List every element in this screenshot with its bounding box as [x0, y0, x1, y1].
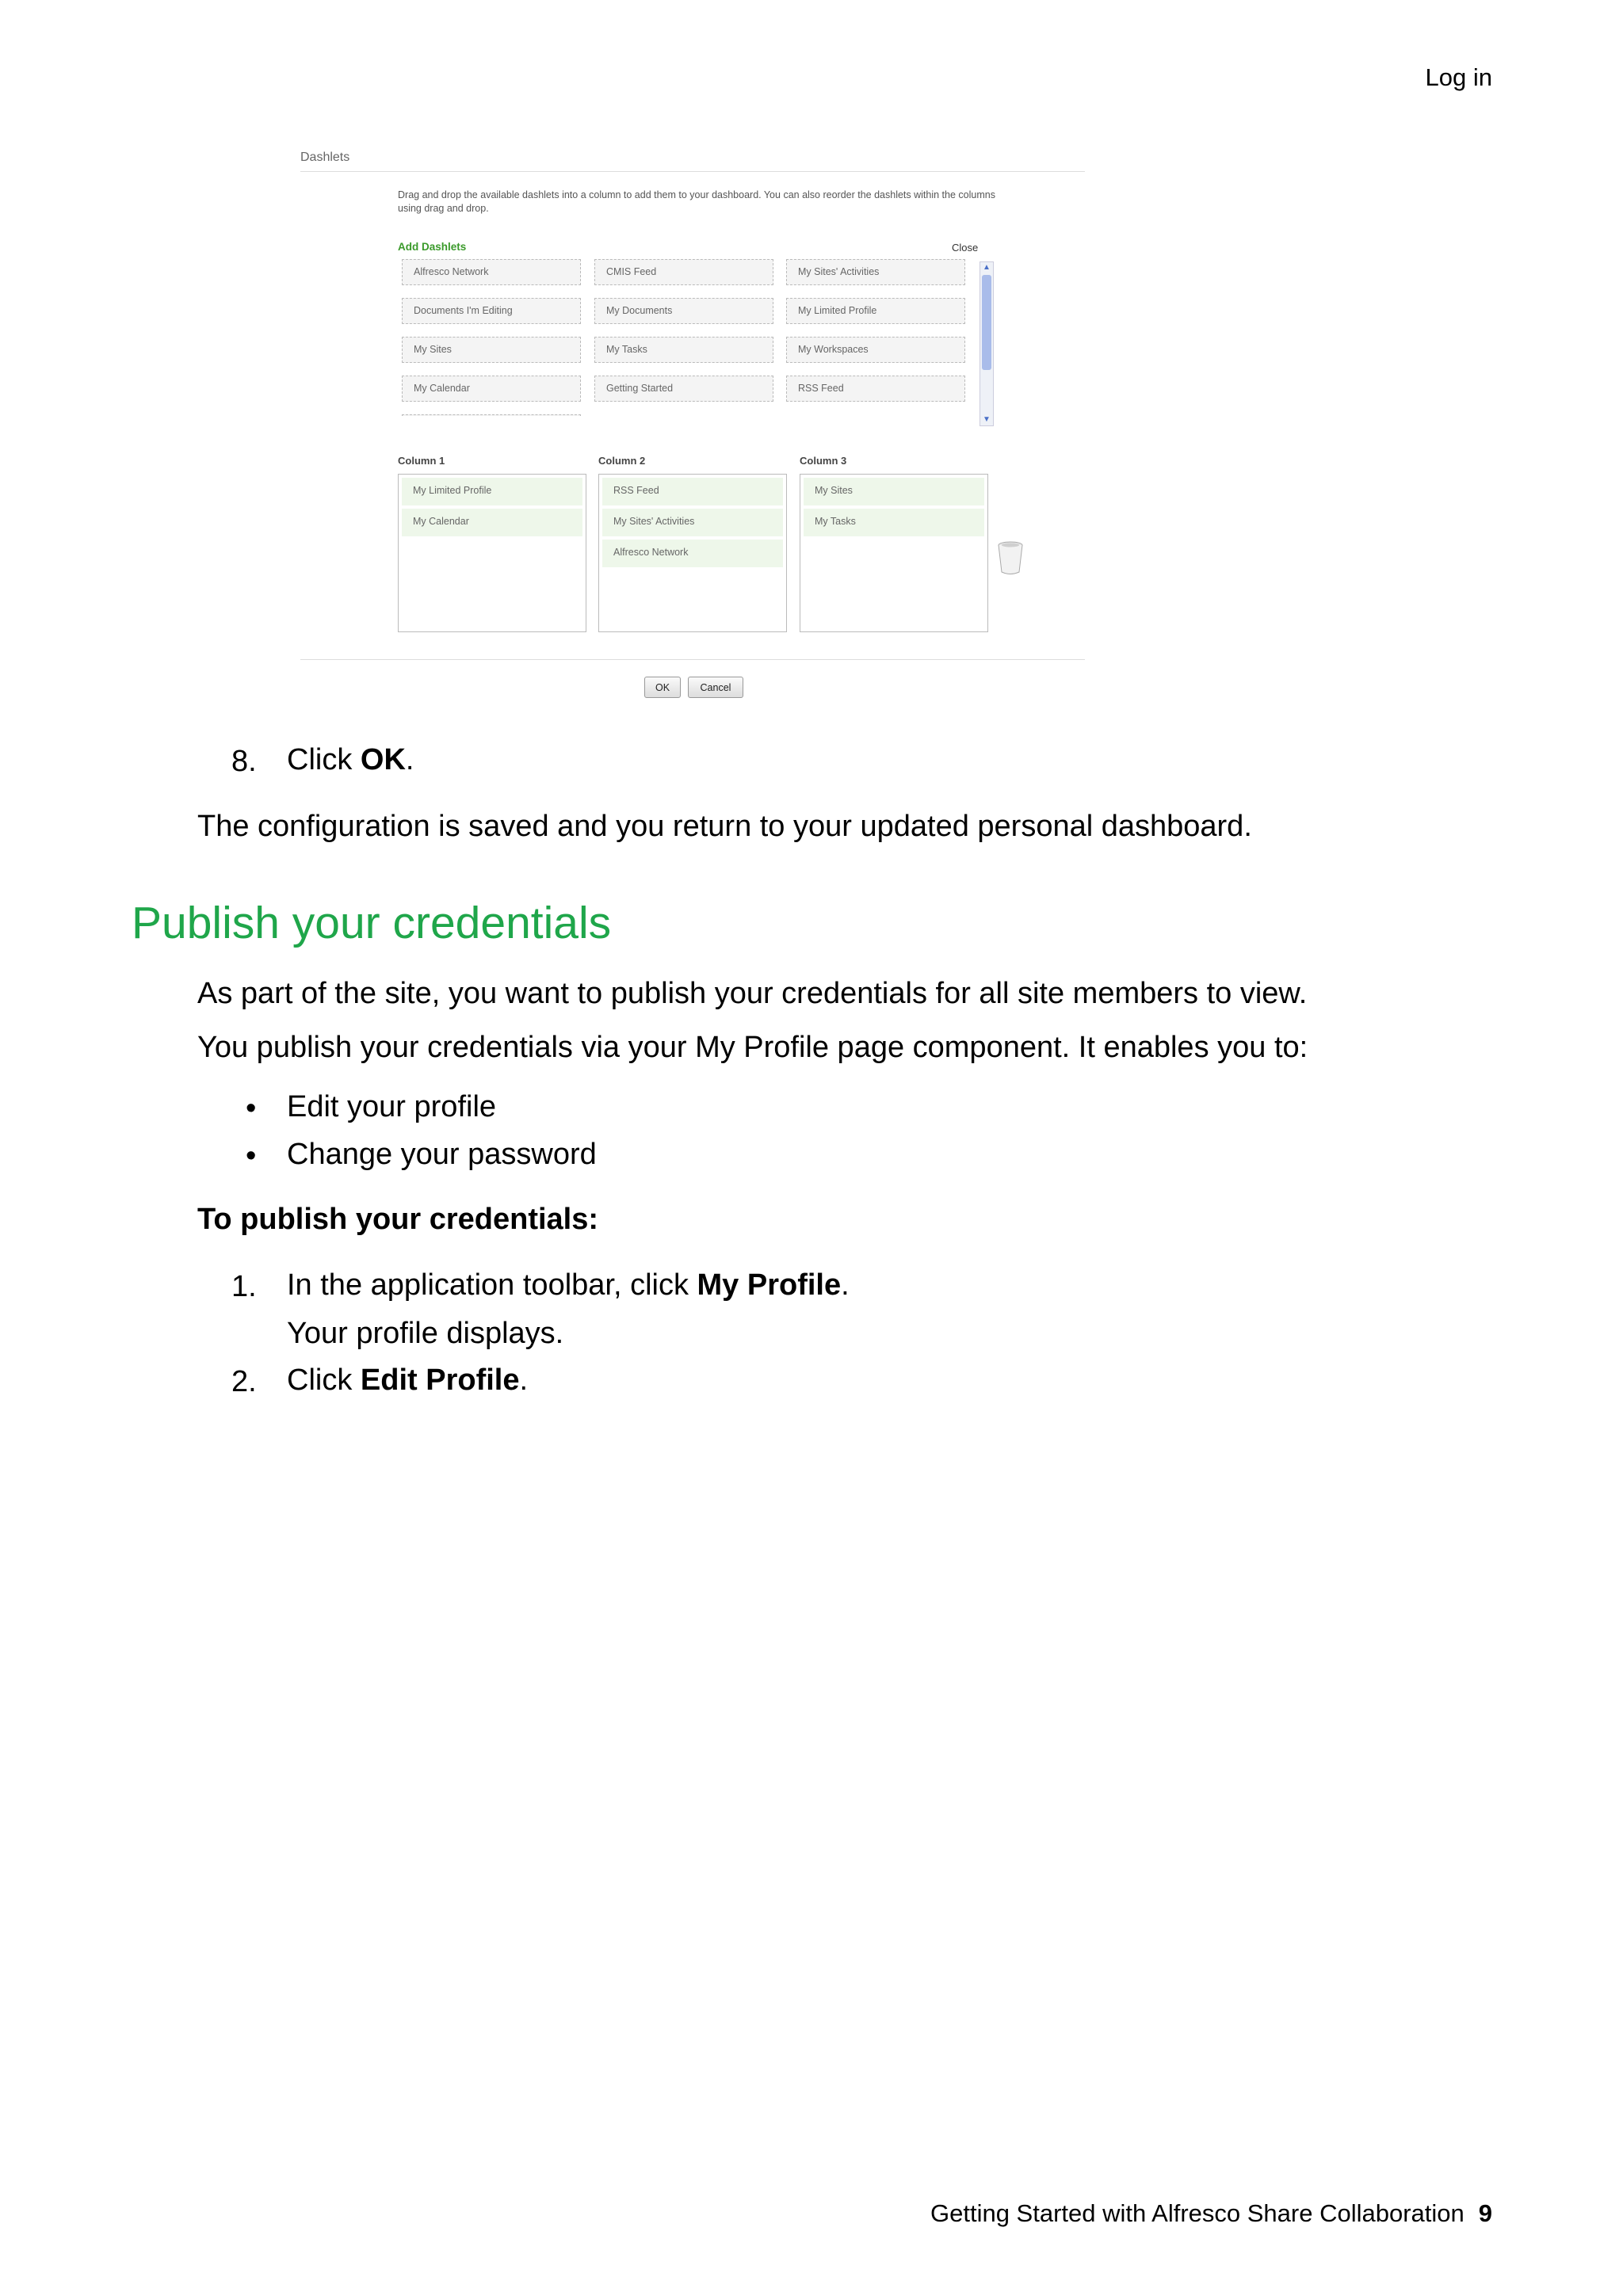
column-1-title: Column 1	[398, 455, 445, 467]
step-number: 2.	[231, 1365, 257, 1398]
bullet-glyph: •	[246, 1139, 257, 1173]
column-1-dropzone[interactable]	[398, 474, 586, 632]
dashlet-tile[interactable]: My Calendar	[402, 376, 581, 402]
add-dashlets-heading: Add Dashlets	[398, 241, 467, 253]
dashlet-tile[interactable]: My Tasks	[594, 337, 773, 363]
dashlet-tile[interactable]: My Workspaces	[786, 337, 965, 363]
dashlets-instructions: Drag and drop the available dashlets into a column to add them to your dashboard. You can also reorder the dashlets within the columns using drag and drop.	[398, 189, 995, 214]
scroll-up-icon[interactable]: ▲	[983, 263, 991, 272]
divider	[300, 659, 1085, 660]
close-link[interactable]: Close	[952, 242, 979, 254]
column-dashlet[interactable]: My Sites' Activities	[602, 509, 783, 536]
step-text: .	[841, 1268, 850, 1302]
cancel-button[interactable]: Cancel	[688, 677, 743, 698]
dashlet-tile[interactable]: Documents I'm Editing	[402, 298, 581, 324]
trash-icon[interactable]	[996, 539, 1025, 577]
dashlets-section-title: Dashlets	[300, 151, 350, 164]
column-dashlet[interactable]: My Calendar	[402, 509, 582, 536]
dashlet-tile[interactable]: RSS Feed	[786, 376, 965, 402]
available-dashlets-scrollbar[interactable]	[980, 261, 994, 426]
dashlet-tile[interactable]: My Documents	[594, 298, 773, 324]
step-1-result: Your profile displays.	[287, 1317, 564, 1350]
ui-term: My Profile	[697, 1268, 842, 1302]
dashlet-tile[interactable]: My Limited Profile	[786, 298, 965, 324]
step-number: 1.	[231, 1270, 257, 1303]
procedure-title: To publish your credentials:	[197, 1203, 599, 1236]
step-text: .	[519, 1363, 529, 1397]
dashlet-tile[interactable]: My Sites' Activities	[786, 259, 965, 285]
dashlet-tile[interactable]: My Sites	[402, 337, 581, 363]
page-number: 9	[1478, 2199, 1492, 2227]
paragraph: You publish your credentials via your My Profile page component. It enables you to:	[197, 1031, 1308, 1064]
dashlets-screenshot	[300, 146, 1085, 700]
footer-title: Getting Started with Alfresco Share Collaboration	[930, 2199, 1465, 2227]
column-2-dropzone[interactable]	[598, 474, 787, 632]
bullet-item: Edit your profile	[287, 1090, 497, 1123]
column-dashlet[interactable]: My Tasks	[804, 509, 984, 536]
dashlet-tile-partial	[402, 414, 581, 416]
ui-term: Edit Profile	[360, 1363, 520, 1397]
step-8-text	[287, 742, 414, 777]
bullet-glyph: •	[246, 1092, 257, 1125]
column-dashlet[interactable]: My Limited Profile	[402, 478, 582, 505]
step-text: Click	[287, 743, 361, 776]
step-number: 8.	[231, 745, 257, 778]
step-text: In the application toolbar, click	[287, 1268, 697, 1302]
dashlet-tile[interactable]: Alfresco Network	[402, 259, 581, 285]
dashlet-tile[interactable]: Getting Started	[594, 376, 773, 402]
section-heading: Publish your credentials	[132, 898, 612, 948]
result-paragraph: The configuration is saved and you return to your updated personal dashboard.	[197, 810, 1252, 843]
ui-term: OK	[360, 743, 406, 776]
scroll-down-icon[interactable]: ▼	[983, 415, 991, 424]
divider	[300, 171, 1085, 172]
column-dashlet[interactable]: RSS Feed	[602, 478, 783, 505]
paragraph: As part of the site, you want to publish your credentials for all site members to view.	[197, 977, 1308, 1010]
bullet-item: Change your password	[287, 1138, 597, 1171]
step-text: Click	[287, 1363, 361, 1397]
page-footer	[930, 2199, 1492, 2228]
ok-button[interactable]: OK	[644, 677, 681, 698]
step-2-text	[287, 1363, 528, 1398]
column-dashlet[interactable]: Alfresco Network	[602, 540, 783, 567]
column-3-dropzone[interactable]	[800, 474, 988, 632]
available-dashlets-grid	[398, 259, 967, 416]
running-header: Log in	[1425, 63, 1492, 91]
step-text: .	[405, 743, 414, 776]
column-dashlet[interactable]: My Sites	[804, 478, 984, 505]
scroll-thumb[interactable]	[982, 275, 991, 370]
step-1-text	[287, 1268, 850, 1302]
dashlet-tile[interactable]: CMIS Feed	[594, 259, 773, 285]
column-2-title: Column 2	[598, 455, 646, 467]
column-3-title: Column 3	[800, 455, 847, 467]
